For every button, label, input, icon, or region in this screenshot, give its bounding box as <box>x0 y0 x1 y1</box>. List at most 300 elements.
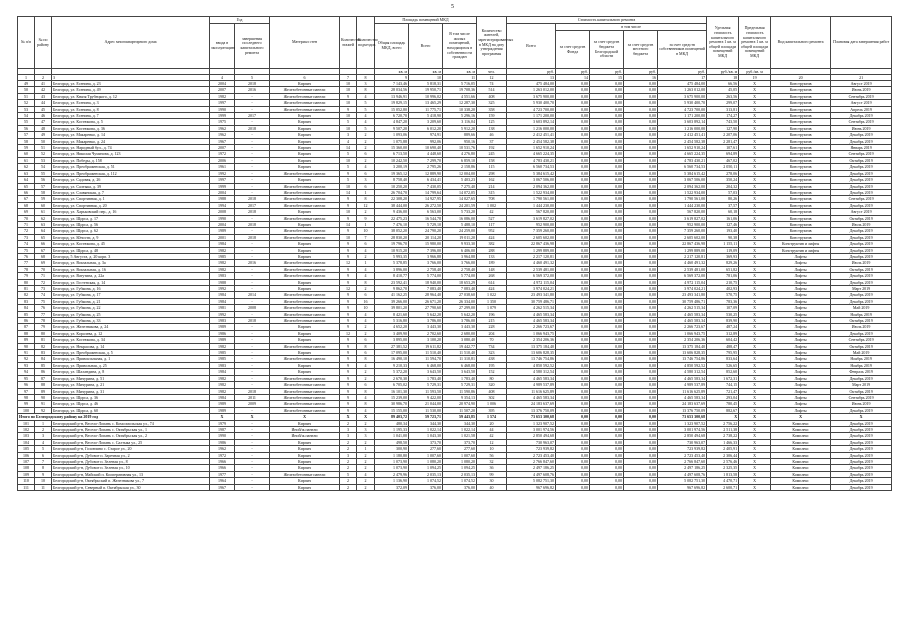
cell-term: Февраль 2019 <box>831 369 892 375</box>
cell-area-total: 1 136,90 <box>375 478 409 484</box>
cell-term: Декабрь 2019 <box>831 471 892 477</box>
cell-entrances: 8 <box>357 87 375 93</box>
cell-floors: 9 <box>340 253 357 259</box>
cell-area-all: 59 723,71 <box>409 414 443 420</box>
cell-repair-type: Конструктив <box>771 170 831 176</box>
cell-limit-cost: X <box>739 350 771 356</box>
cell-residents: 42 <box>477 433 507 439</box>
cell-year-built: 2007 <box>210 87 235 93</box>
cell-entrances: 1 <box>357 221 375 227</box>
cell-cost-owners: 1 652 910,24 <box>658 145 707 151</box>
cell-repair-type: Комплекс <box>771 426 831 432</box>
cell-residents: 148 <box>477 266 507 272</box>
cell-unit-cost: X <box>707 414 739 420</box>
cell-cost-owners: 6 560 734,53 <box>658 164 707 170</box>
cell-area-all: 28 964,40 <box>409 292 443 298</box>
cell-residents: 214 <box>477 183 507 189</box>
cell-area-total: 38 052,20 <box>375 228 409 234</box>
cell-district-no: 6 <box>35 452 52 458</box>
cell-cost-local: 0,00 <box>624 330 658 336</box>
cell-floors: 10 <box>340 157 357 163</box>
cell-cost-fund: 0,00 <box>556 388 590 394</box>
cell-limit-cost: X <box>739 196 771 202</box>
cell-year-built: 1982 <box>210 266 235 272</box>
cell-cost-fund: 0,00 <box>556 87 590 93</box>
cell-cost-local: 0,00 <box>624 202 658 208</box>
cell-area-all: 20 114,20 <box>409 234 443 240</box>
cell-floors: 7 <box>340 75 357 81</box>
cell-unit-cost: 66,56 <box>707 81 739 87</box>
cell-repair-type: Лифты <box>771 375 831 381</box>
cell-entrances: 8 <box>357 401 375 407</box>
cell-walls: Кирпич <box>270 420 340 426</box>
cell-repair-type: Конструктив и лифты <box>771 247 831 253</box>
cell-entrances: 4 <box>357 407 375 413</box>
cell-no: 109 <box>18 471 35 477</box>
subtotal-label: Итого по Белгородскому району на 2019 год <box>18 414 210 420</box>
cell-address: Белгород, ул. Щорса, д. 62 <box>52 228 210 234</box>
cell-area-residential: 10 338,20 <box>443 106 477 112</box>
cell-cost-local: 0,00 <box>624 388 658 394</box>
cell-cost-total: 5 082 751,30 <box>507 478 556 484</box>
cell-year-built: 1999 <box>210 183 235 189</box>
cell-year-repair: 2017 <box>235 113 270 119</box>
cell-entrances: 6 <box>357 151 375 157</box>
cell-limit-cost: X <box>739 177 771 183</box>
cell-cost-total: 4 460 491,32 <box>507 260 556 266</box>
cell-area-residential: 3 080,40 <box>443 337 477 343</box>
cell-limit-cost: X <box>739 337 771 343</box>
cell-cost-region: 0,00 <box>590 433 624 439</box>
cell-residents: 70 <box>477 337 507 343</box>
cell-unit-cost: 57,03 <box>707 189 739 195</box>
cell-floors: 10 <box>340 113 357 119</box>
cell-no: 81 <box>18 286 35 292</box>
cell-area-residential: 11 <box>443 75 477 81</box>
cell-cost-total: 3 067 506,00 <box>507 177 556 183</box>
cell-floors: 9 <box>340 350 357 356</box>
cell-district-no: 80 <box>35 330 52 336</box>
cell-year-repair: - <box>235 247 270 253</box>
cell-area-residential: 19 011,20 <box>443 234 477 240</box>
cell-cost-owners: 3 001 974,56 <box>658 426 707 432</box>
cell-area-total: 28 034,56 <box>375 87 409 93</box>
cell-walls: Кирпич <box>270 439 340 445</box>
cell-floors: 2 <box>340 420 357 426</box>
cell-term: Июнь 2019 <box>831 87 892 93</box>
cell-residents: 1 079 <box>477 305 507 311</box>
cell-cost-fund: 0,00 <box>556 350 590 356</box>
cell-district-no: 75 <box>35 298 52 304</box>
cell-year-repair: - <box>235 337 270 343</box>
cell-year-built: 4 <box>210 75 235 81</box>
cell-residents: 99 <box>477 471 507 477</box>
cell-repair-type: Конструктив <box>771 196 831 202</box>
cell-cost-total: 4 850 592,52 <box>507 362 556 368</box>
cell-residents: 1 002 <box>477 202 507 208</box>
cell-entrances: 16 <box>357 298 375 304</box>
cell-floors: 9 <box>340 202 357 208</box>
cell-cost-owners: 3 619 827,02 <box>658 215 707 221</box>
cell-residents: 125 <box>477 119 507 125</box>
cell-cost-fund: 0,00 <box>556 119 590 125</box>
cell-address: Белгородский р-н, Весело-Лопань с. Октябрьская ул., 1 <box>52 426 210 432</box>
cell-year-repair: - <box>235 478 270 484</box>
cell-cost-local: 0,00 <box>624 286 658 292</box>
cell-district-no: 85 <box>35 362 52 368</box>
cell-area-residential: 10 531,76 <box>443 145 477 151</box>
cell-unit-cost: 193,40 <box>707 228 739 234</box>
header-term: Плановая дата завершения работ <box>831 17 892 69</box>
cell-year-repair: - <box>235 132 270 138</box>
cell-area-total: 1 075,88 <box>375 138 409 144</box>
cell-residents: 734 <box>477 343 507 349</box>
cell-limit-cost: X <box>739 330 771 336</box>
cell-cost-fund: 0,00 <box>556 343 590 349</box>
cell-address: Белгород, ул. Мичурина, д. 51 <box>52 375 210 381</box>
cell-residents: 288 <box>477 247 507 253</box>
cell-district-no: 41 <box>35 81 52 87</box>
cell-district-no: 70 <box>35 266 52 272</box>
cell-cost-region: 0,00 <box>590 253 624 259</box>
header-walls: Материал стен <box>270 17 340 69</box>
cell-limit-cost: X <box>739 119 771 125</box>
cell-year-repair: - <box>235 164 270 170</box>
cell-cost-local: 0,00 <box>624 362 658 368</box>
cell-term: Июнь 2019 <box>831 401 892 407</box>
cell-cost-region: 0,00 <box>590 362 624 368</box>
cell-floors: 9 <box>340 382 357 388</box>
cell-no: 84 <box>18 305 35 311</box>
cell-cost-total: 1 444 230,00 <box>507 202 556 208</box>
cell-district-no: 3 <box>35 433 52 439</box>
cell-address: Белгород, ул. Вокзальная, д. 16 <box>52 266 210 272</box>
cell-address: Белгородский р-н, Головчино с. Старое ул., 20 <box>52 446 210 452</box>
cell-unit-cost: 278,06 <box>707 170 739 176</box>
cell-area-all: 24 790,20 <box>409 228 443 234</box>
cell-area-total: 8 410,77 <box>375 273 409 279</box>
cell-year-repair: - <box>235 356 270 362</box>
cell-residents: 323 <box>477 350 507 356</box>
cell-unit-cost: 604,42 <box>707 337 739 343</box>
cell-walls: Кирпич <box>270 113 340 119</box>
cell-cost-total: 5 930 400,70 <box>507 100 556 106</box>
cell-cost-total: 6 560 734,53 <box>507 164 556 170</box>
cell-district-no: 53 <box>35 157 52 163</box>
cell-repair-type: Лифты <box>771 356 831 362</box>
cell-cost-total: 730 963,07 <box>507 439 556 445</box>
cell-area-all: 15 980,00 <box>409 241 443 247</box>
cell-unit-cost: 1 155,11 <box>707 241 739 247</box>
cell-cost-region: 0,00 <box>590 183 624 189</box>
cell-no: 86 <box>18 318 35 324</box>
cell-area-total: 1 073,90 <box>375 465 409 471</box>
cell-cost-fund: 0,00 <box>556 292 590 298</box>
cell-area-residential: 2 158,86 <box>443 164 477 170</box>
cell-repair-type: Комплекс <box>771 478 831 484</box>
cell-cost-region: 0,00 <box>590 382 624 388</box>
cell-residents: 358 <box>477 106 507 112</box>
cell-district-no: 45 <box>35 106 52 112</box>
cell-walls: Железобетонные панели <box>270 471 340 477</box>
cell-no: 67 <box>18 196 35 202</box>
cell-no: 63 <box>18 170 35 176</box>
header-cost-fund: за счет средств Фонда <box>556 31 590 69</box>
cell-term: Март 2019 <box>831 286 892 292</box>
cell-year-built: 2006 <box>210 157 235 163</box>
cell-floors: 2 <box>340 478 357 484</box>
cell-term: Октябрь 2019 <box>831 215 892 221</box>
cell-cost-fund: 0,00 <box>556 458 590 464</box>
cell-cost-owners: 3 675 900,00 <box>658 93 707 99</box>
cell-year-repair: - <box>235 343 270 349</box>
cell-address: Белгород, ул. Костюкова, д. 34 <box>52 337 210 343</box>
cell-no: 76 <box>18 253 35 259</box>
cell-cost-region: 0,00 <box>590 292 624 298</box>
cell-year-repair: 2008 <box>235 305 270 311</box>
cell-year-repair: - <box>235 350 270 356</box>
cell-year-built: 1983 <box>210 362 235 368</box>
cell-residents: 158 <box>477 157 507 163</box>
cell-no: 72 <box>18 228 35 234</box>
cell-cost-fund: 0,00 <box>556 324 590 330</box>
cell-area-all: 5 729,31 <box>409 382 443 388</box>
cell-year-repair: - <box>235 330 270 336</box>
cell-area-residential: 11 310,81 <box>443 356 477 362</box>
cell-area-all: 10 690,40 <box>409 145 443 151</box>
cell-year-repair: - <box>235 266 270 272</box>
cell-no: 75 <box>18 247 35 253</box>
cell-residents: 302 <box>477 394 507 400</box>
cell-address: Белгородский р-н, Майский п. Кооперативная ул., 13 <box>52 471 210 477</box>
header-entrances: Количество подъездов <box>357 17 375 69</box>
cell-area-residential: 9 933,30 <box>443 241 477 247</box>
cell-term: Декабрь 2019 <box>831 446 892 452</box>
cell-cost-fund: 0,00 <box>556 93 590 99</box>
cell-cost-owners: 3 067 506,00 <box>658 177 707 183</box>
cell-entrances: 9 <box>357 215 375 221</box>
cell-area-all: 992,06 <box>409 138 443 144</box>
cell-area-all: 2 758,40 <box>409 266 443 272</box>
cell-area-all: 4 448,60 <box>409 151 443 157</box>
cell-year-repair: 2018 <box>235 318 270 324</box>
cell-cost-owners: 4 972 115,04 <box>658 279 707 285</box>
cell-floors: 10 <box>340 125 357 131</box>
cell-no: 98 <box>18 394 35 400</box>
cell-limit-cost: X <box>739 426 771 432</box>
cell-year-repair: - <box>235 170 270 176</box>
cell-entrances: 2 <box>357 253 375 259</box>
cell-area-residential: 5 488,10 <box>443 221 477 227</box>
cell-cost-owners: 2 850 494,68 <box>658 433 707 439</box>
cell-term: Июль 2019 <box>831 221 892 227</box>
cell-entrances: 6 <box>357 382 375 388</box>
cell-no: 92 <box>18 356 35 362</box>
cell-cost-owners: 23 493 341,80 <box>658 292 707 298</box>
cell-cost-region: 0,00 <box>590 273 624 279</box>
cell-area-all: 277,60 <box>409 446 443 452</box>
cell-unit-cost: 651,82 <box>707 266 739 272</box>
cell-year-built: 1987 <box>210 426 235 432</box>
cell-year-repair: 2018 <box>235 209 270 215</box>
cell-floors: 12 <box>340 330 357 336</box>
cell-year-built: 1985 <box>210 253 235 259</box>
cell-address: Белгород, ул. Костюкова, д. 5 <box>52 119 210 125</box>
cell-cost-owners: 2 605 602,00 <box>658 234 707 240</box>
cell-no: 54 <box>18 113 35 119</box>
cell-area-residential: 26 334,00 <box>443 298 477 304</box>
cell-cost-local: 0,00 <box>624 273 658 279</box>
cell-cost-owners: 17 <box>658 75 707 81</box>
cell-cost-owners: 4 460 491,32 <box>658 260 707 266</box>
cell-floors: 3 <box>340 426 357 432</box>
cell-entrances: 2 <box>357 375 375 381</box>
cell-area-residential: 373,70 <box>443 439 477 445</box>
cell-no: 106 <box>18 452 35 458</box>
cell-limit-cost: X <box>739 138 771 144</box>
cell-unit-cost: 2 281,47 <box>707 138 739 144</box>
cell-unit-cost: 2 600,71 <box>707 484 739 490</box>
cell-cost-fund: 0,00 <box>556 125 590 131</box>
cell-term: Декабрь 2019 <box>831 375 892 381</box>
cell-repair-type: Конструктив <box>771 234 831 240</box>
cell-cost-owners: 6 569 372,00 <box>658 273 707 279</box>
cell-year-repair: - <box>235 465 270 471</box>
cell-address: Белгород, ул. Губкина, д. 33 <box>52 318 210 324</box>
cell-residents: 228 <box>477 324 507 330</box>
cell-repair-type: Лифты <box>771 324 831 330</box>
cell-term: Ноябрь 2019 <box>831 356 892 362</box>
cell-year-built: 1982 <box>210 382 235 388</box>
cell-cost-total: 2 605 602,00 <box>507 234 556 240</box>
header-floors: Количество этажей <box>340 17 357 69</box>
cell-limit-cost: X <box>739 234 771 240</box>
cell-repair-type: Лифты <box>771 369 831 375</box>
cell-walls: Кирпич <box>270 279 340 285</box>
cell-area-residential: 27 299,00 <box>443 305 477 311</box>
cell-cost-total: 1 171 200,00 <box>507 113 556 119</box>
cell-residents: 162 <box>477 177 507 183</box>
cell-limit-cost: X <box>739 343 771 349</box>
cell-cost-fund: 0,00 <box>556 420 590 426</box>
cell-area-total: 9 507,20 <box>375 125 409 131</box>
cell-entrances: 8 <box>357 343 375 349</box>
cell-cost-region: 0,00 <box>590 215 624 221</box>
cell-repair-type: Лифты <box>771 253 831 259</box>
cell-area-total: 1 073,90 <box>375 458 409 464</box>
cell-cost-local: 0,00 <box>624 151 658 157</box>
cell-floors: 9 <box>340 401 357 407</box>
cell-unit-cost: 2 325,35 <box>707 465 739 471</box>
cell-cost-owners: 2 266 723,67 <box>658 324 707 330</box>
cell-area-residential: 24 259,00 <box>443 228 477 234</box>
cell-area-residential: 1 074,52 <box>443 478 477 484</box>
cell-cost-fund: 0,00 <box>556 221 590 227</box>
cell-cost-fund: 0,00 <box>556 215 590 221</box>
cell-area-residential: 376,00 <box>443 484 477 490</box>
cell-entrances: 4 <box>357 113 375 119</box>
cell-term: Сентябрь 2019 <box>831 337 892 343</box>
cell-unit-cost: 882,67 <box>707 407 739 413</box>
cell-repair-type: Конструктив и лифты <box>771 241 831 247</box>
cell-address: Белгород, ул. Мичурина, д. 21 <box>52 382 210 388</box>
cell-address: Белгород, ул. Юности, д. 9 <box>52 234 210 240</box>
cell-walls: Железобетонные панели <box>270 298 340 304</box>
cell-cost-fund: 0,00 <box>556 382 590 388</box>
cell-term: Сентябрь 2019 <box>831 394 892 400</box>
cell-term: Декабрь 2019 <box>831 189 892 195</box>
cell-address: Белгород, ул. Есенина, д. 7 <box>52 113 210 119</box>
cell-unit-cost: 90,38 <box>707 234 739 240</box>
cell-year-built: 1984 <box>210 394 235 400</box>
cell-term: Август 2019 <box>831 100 892 106</box>
cell-cost-total: 3 974 024,21 <box>507 286 556 292</box>
cell-cost-owners: 5 384 615,42 <box>658 170 707 176</box>
cell-repair-type: Комплекс <box>771 439 831 445</box>
cell-residents: 1 006 <box>477 401 507 407</box>
cell-year-built: 1984 <box>210 292 235 298</box>
cell-no: 66 <box>18 189 35 195</box>
cell-unit-cost: 312,89 <box>707 330 739 336</box>
cell-limit-cost: 19 <box>739 75 771 81</box>
cell-cost-region: 0,00 <box>590 189 624 195</box>
cell-walls: Железобетонные панели <box>270 305 340 311</box>
cell-area-residential: 950,16 <box>443 138 477 144</box>
cell-year-built: 1990 <box>210 215 235 221</box>
cell-unit-cost: 299,07 <box>707 100 739 106</box>
cell-unit-cost: руб./кв. м <box>707 69 739 75</box>
table-row <box>18 484 892 490</box>
cell-limit-cost: X <box>739 292 771 298</box>
cell-walls: Железобетонные панели <box>270 215 340 221</box>
cell-cost-total: 1 263 012,00 <box>507 87 556 93</box>
cell-cost-fund: 0,00 <box>556 414 590 420</box>
cell-walls: Кирпич <box>270 330 340 336</box>
cell-year-repair: - <box>235 189 270 195</box>
cell-limit-cost: X <box>739 132 771 138</box>
cell-area-residential: 5 642,20 <box>443 311 477 317</box>
cell-cost-total: 2 539 481,00 <box>507 266 556 272</box>
cell-area-total: 5 378,85 <box>375 260 409 266</box>
cell-address: Белгород, ул. Преображенская, д. 51 <box>52 164 210 170</box>
cell-district-no: 77 <box>35 311 52 317</box>
cell-no: 105 <box>18 446 35 452</box>
cell-floors: 9 <box>340 298 357 304</box>
cell-cost-local: 16 <box>624 75 658 81</box>
cell-cost-local: 0,00 <box>624 337 658 343</box>
cell-entrances: 8 <box>357 279 375 285</box>
cell-year-repair: - <box>235 279 270 285</box>
cell-year-built: 1967 <box>210 138 235 144</box>
cell-district-no: 88 <box>35 382 52 388</box>
cell-walls: Иной/ж.панели <box>270 426 340 432</box>
cell-area-residential: 27 038,60 <box>443 292 477 298</box>
cell-area-residential: 3 964,88 <box>443 253 477 259</box>
cell-repair-type: Лифты <box>771 292 831 298</box>
cell-area-all: 6 563,00 <box>409 209 443 215</box>
cell-no: 90 <box>18 343 35 349</box>
cell-area-residential: 11 510,40 <box>443 350 477 356</box>
cell-cost-fund: 0,00 <box>556 145 590 151</box>
cell-cost-total: 1 652 910,24 <box>507 145 556 151</box>
cell-walls: Кирпич <box>270 119 340 125</box>
cell-entrances: 12 <box>357 202 375 208</box>
cell-entrances: 10 <box>357 305 375 311</box>
cell-unit-cost: 570,75 <box>707 292 739 298</box>
cell-district-no: 68 <box>35 253 52 259</box>
cell-cost-owners: 4 465 583,34 <box>658 311 707 317</box>
cell-repair-type: Лифты <box>771 362 831 368</box>
